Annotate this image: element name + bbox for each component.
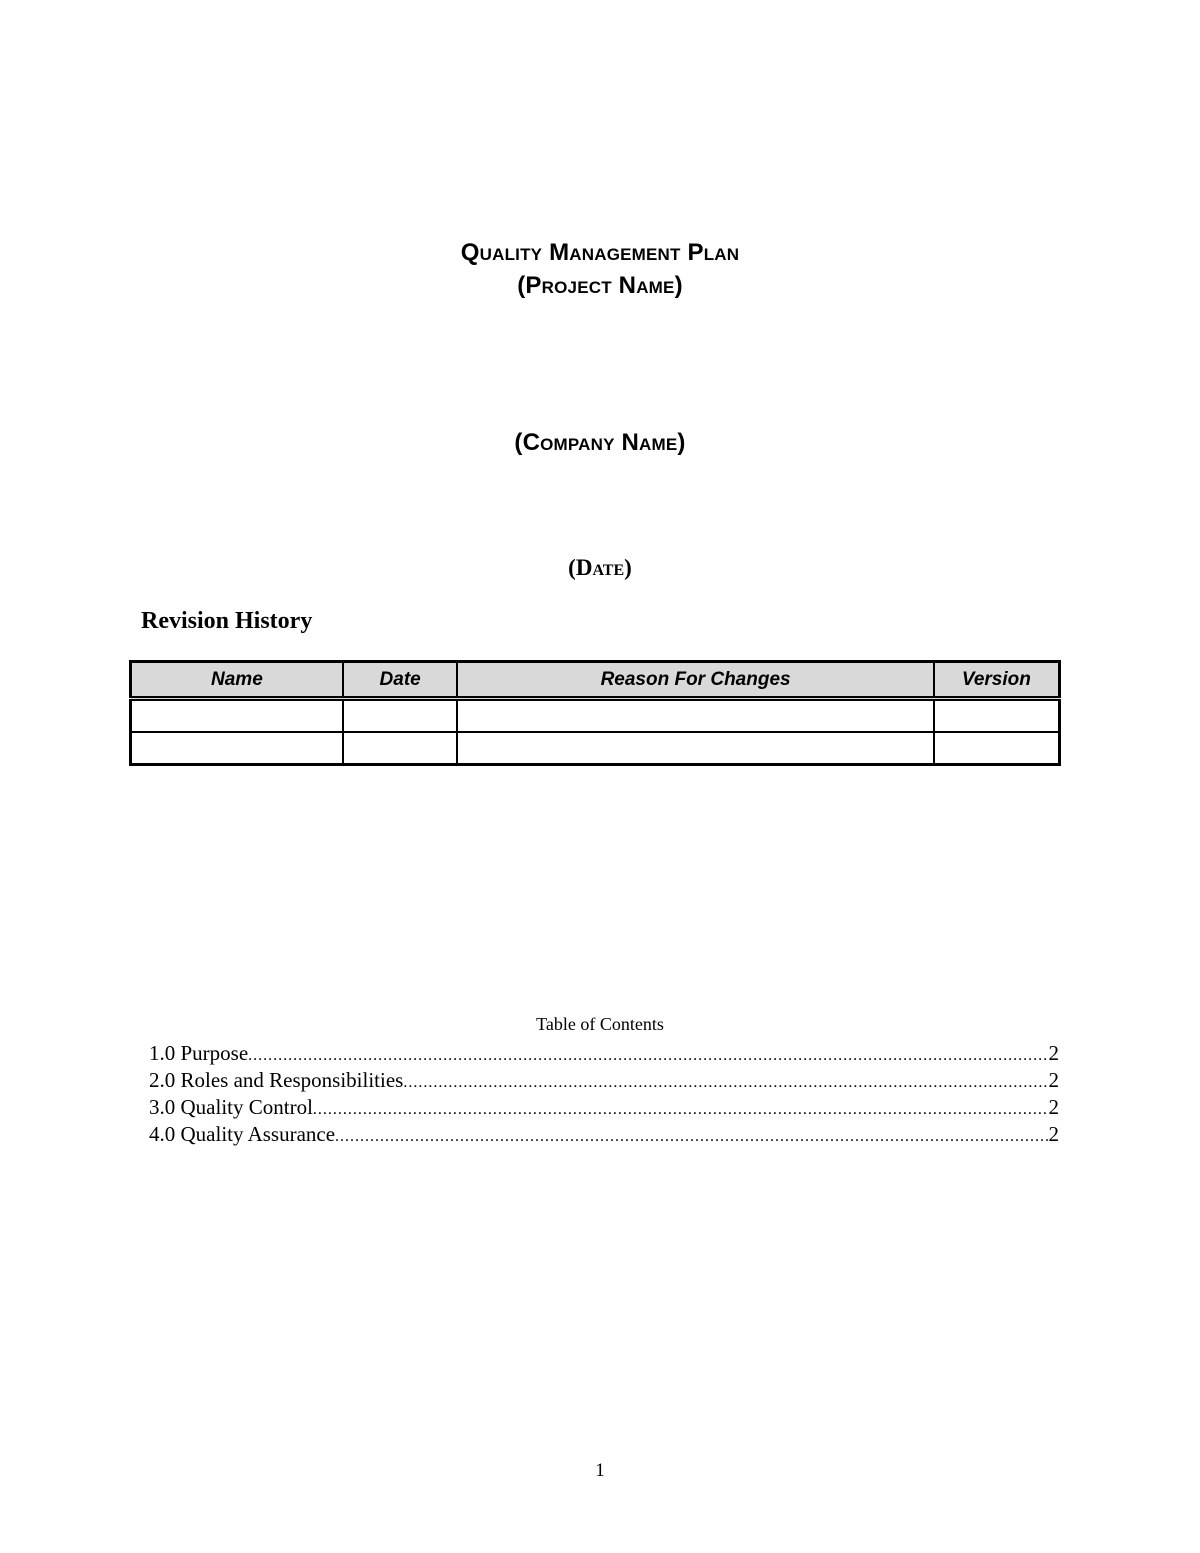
- title-line-plan: Quality Management Plan: [460, 239, 740, 266]
- document-date: (Date): [568, 555, 632, 580]
- table-header-row: [131, 662, 1060, 699]
- table-cell: [457, 732, 933, 765]
- toc-entry-label: 4.0 Quality Assurance: [149, 1122, 336, 1146]
- toc-entry-page: 2: [1048, 1095, 1059, 1119]
- table-cell: [457, 699, 933, 733]
- toc-title: Table of Contents: [536, 1014, 664, 1034]
- toc-entry-page: 2: [1048, 1041, 1059, 1065]
- table-cell: [934, 699, 1060, 733]
- toc-leader-dots: [403, 1069, 1048, 1094]
- toc-entry-purpose[interactable]: [149, 1040, 1059, 1067]
- table-row: [131, 699, 1060, 733]
- toc-entry-label: 1.0 Purpose: [149, 1041, 249, 1065]
- table-cell: [343, 699, 458, 733]
- column-header-version: Version: [934, 662, 1060, 699]
- table-cell: [131, 732, 343, 765]
- column-header-name: Name: [131, 662, 343, 699]
- table-cell: [934, 732, 1060, 765]
- toc-entry-roles[interactable]: [149, 1067, 1059, 1094]
- toc-entry-label: 2.0 Roles and Responsibilities: [149, 1068, 404, 1092]
- column-header-reason: Reason For Changes: [457, 662, 933, 699]
- document-title: [0, 236, 1200, 302]
- toc-leader-dots: [248, 1042, 1048, 1067]
- table-cell: [343, 732, 458, 765]
- toc-leader-dots: [335, 1123, 1048, 1148]
- page-number: 1: [595, 1460, 605, 1481]
- toc-entry-quality-assurance[interactable]: [149, 1121, 1059, 1148]
- revision-history-table: [129, 660, 1061, 766]
- company-name: (Company Name): [514, 429, 686, 456]
- table-cell: [131, 699, 343, 733]
- revision-history-heading: Revision History: [141, 608, 313, 634]
- title-line-project-name: (Project Name): [517, 272, 683, 299]
- toc-leader-dots: [313, 1096, 1049, 1121]
- toc-entry-label: 3.0 Quality Control: [149, 1095, 313, 1119]
- toc-entry-quality-control[interactable]: [149, 1094, 1059, 1121]
- column-header-date: Date: [343, 662, 458, 699]
- table-of-contents: [149, 1040, 1059, 1148]
- toc-entry-page: 2: [1048, 1122, 1059, 1146]
- table-row: [131, 732, 1060, 765]
- toc-entry-page: 2: [1048, 1068, 1059, 1092]
